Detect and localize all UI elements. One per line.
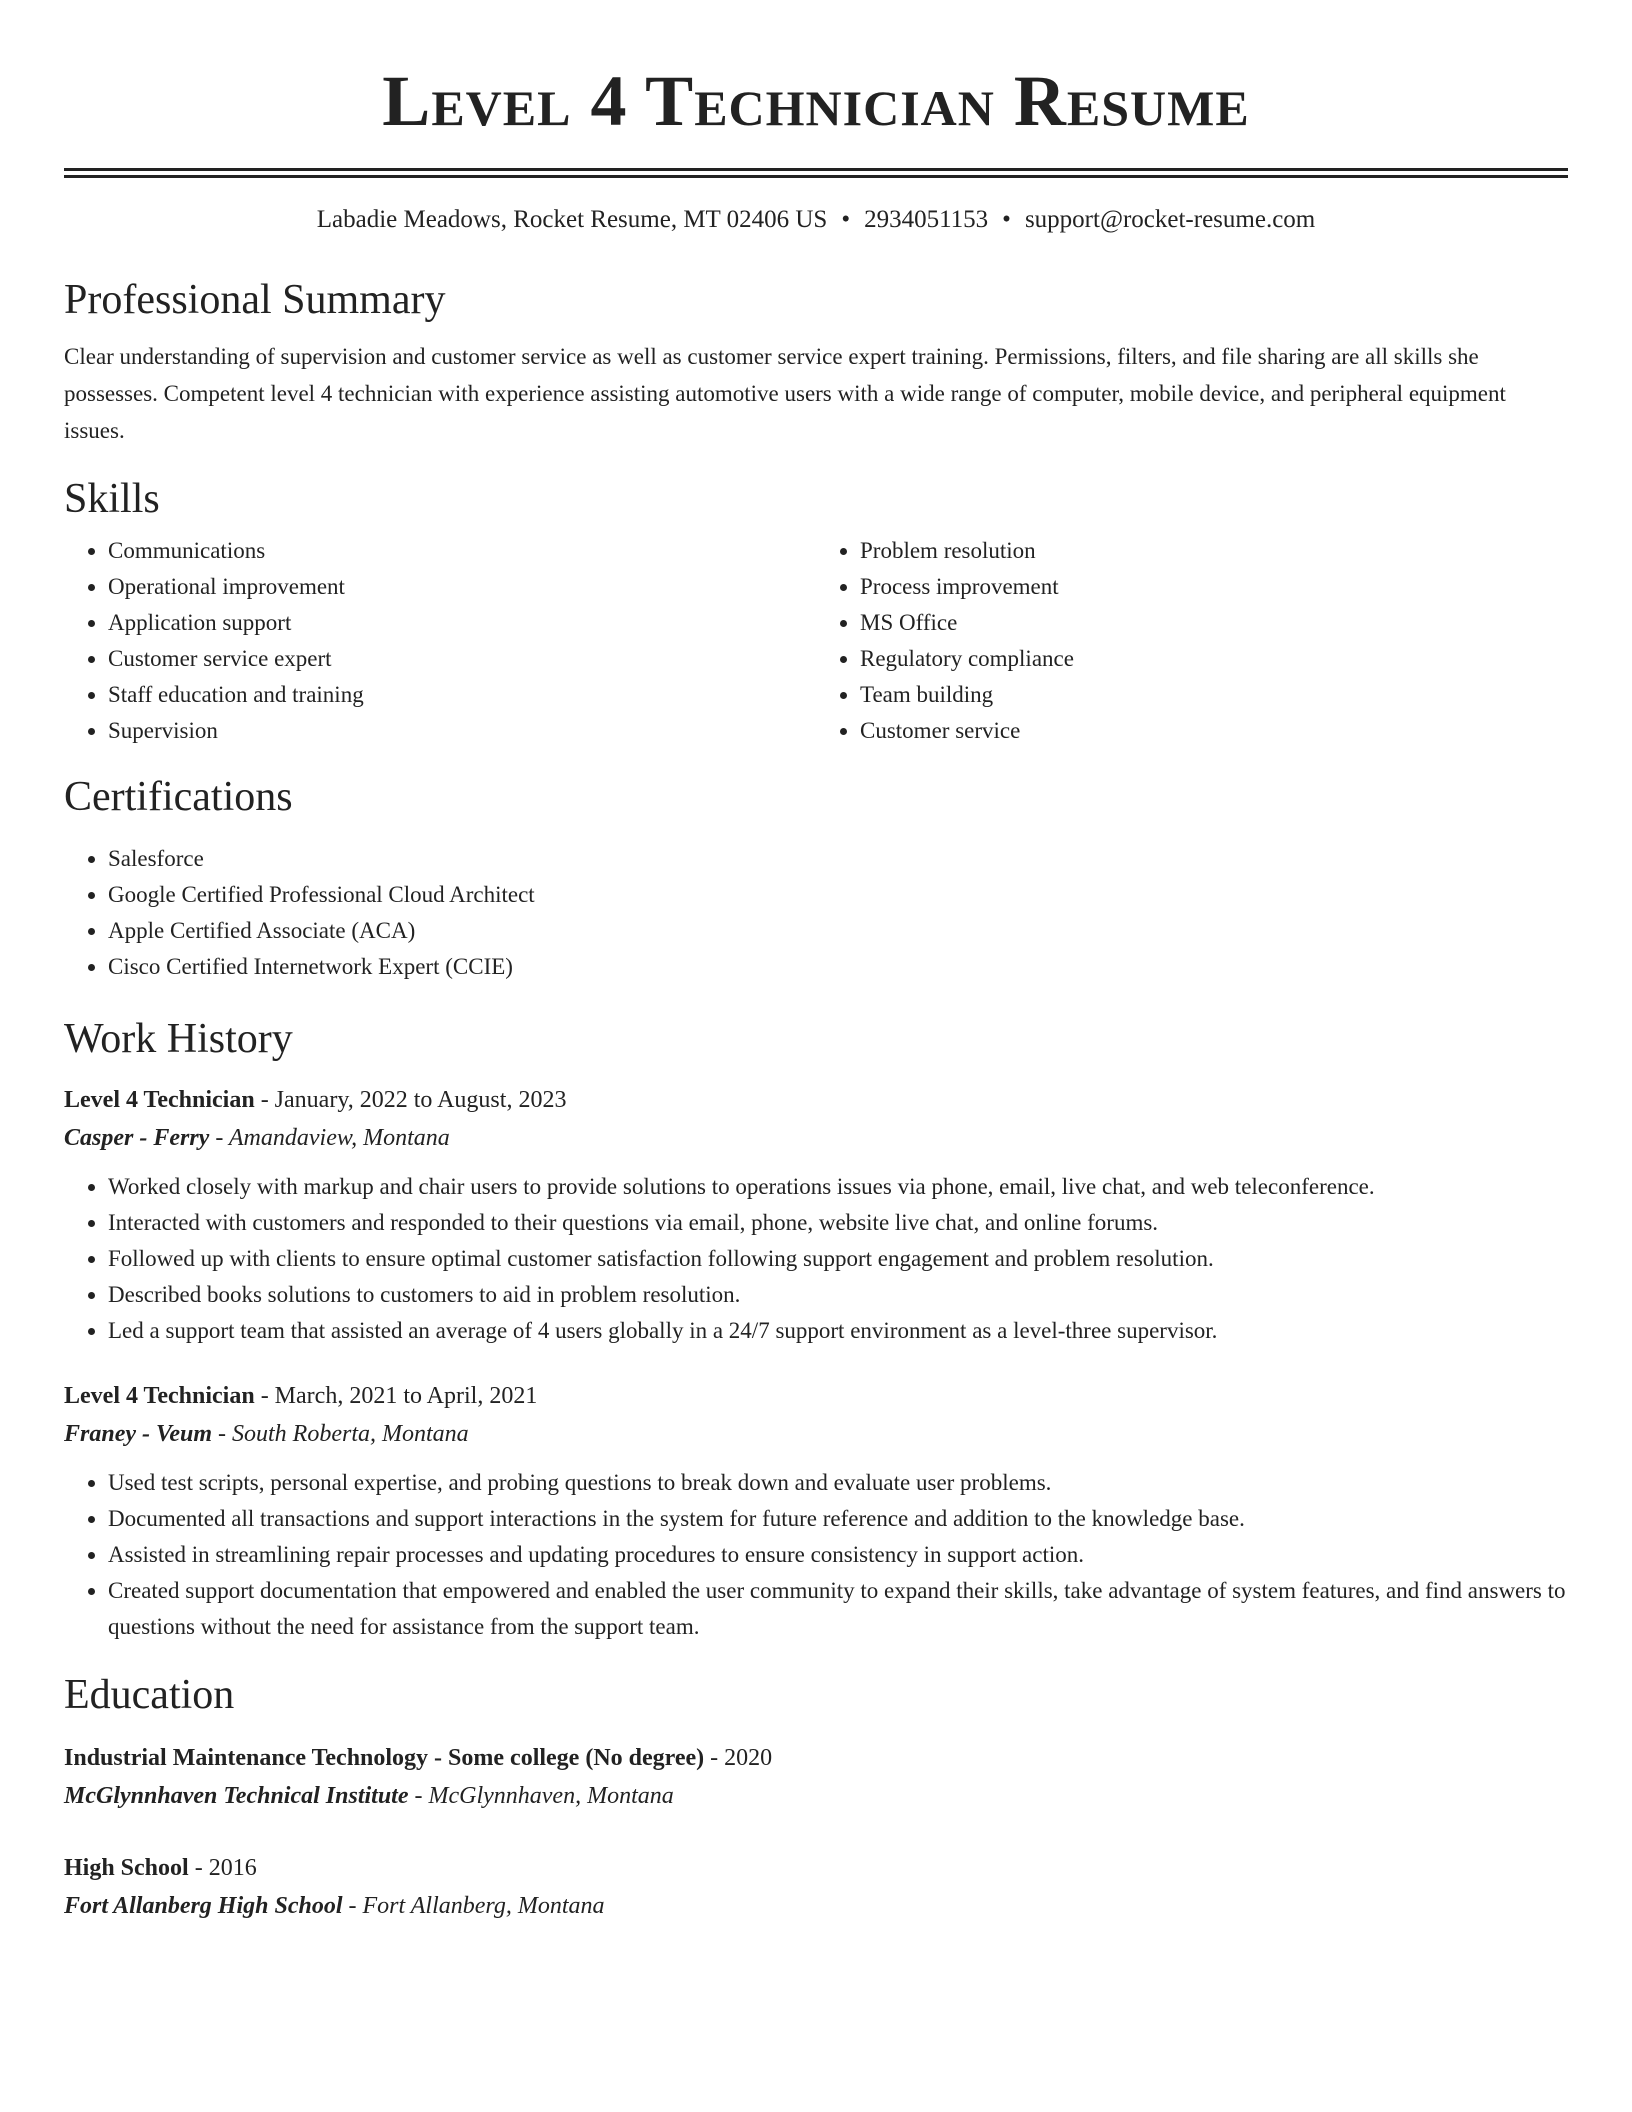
contact-email: support@rocket-resume.com xyxy=(1024,206,1316,233)
job-duty-item: • Worked closely with markup and chair users to provide solutions to operations issues via phone, email, live chat, and web teleconference. xyxy=(108,1169,1568,1205)
certification-item: • Cisco Certified Internetwork Expert (CCIE) xyxy=(108,949,1568,985)
skills-heading: Skills xyxy=(64,476,160,522)
job-duty-item: • Created support documentation that empowered and enabled the user community to expand their skills, take advantage of system features, and find answers to questions without the need for assistance from the support team. xyxy=(108,1573,1568,1645)
skill-item: • Communications xyxy=(108,533,816,569)
skill-item: • Regulatory compliance xyxy=(860,641,1568,677)
job-title: Level 4 Technician xyxy=(64,1383,255,1409)
certification-item: • Apple Certified Associate (ACA) xyxy=(108,913,1568,949)
skill-item: • Staff education and training xyxy=(108,677,816,713)
skills-list-left xyxy=(64,533,816,749)
job-entry xyxy=(64,1377,1568,1645)
skill-item: • Team building xyxy=(860,677,1568,713)
school-location: - McGlynnhaven, Montana xyxy=(408,1783,674,1809)
company-line xyxy=(64,1119,1568,1157)
company-line xyxy=(64,1415,1568,1453)
contact-separator: • xyxy=(841,206,851,233)
job-duty-item: • Described books solutions to customers to aid in problem resolution. xyxy=(108,1277,1568,1313)
school-line xyxy=(64,1887,1568,1925)
skill-item: • Operational improvement xyxy=(108,569,816,605)
job-entry xyxy=(64,1081,1568,1349)
job-duty-item: • Assisted in streamlining repair processes and updating procedures to ensure consistency in support action. xyxy=(108,1537,1568,1573)
education-heading: Education xyxy=(64,1672,235,1718)
skills-list-right xyxy=(816,533,1568,749)
job-duty-item: • Followed up with clients to ensure optimal customer satisfaction following support engagement and problem resolution. xyxy=(108,1241,1568,1277)
contact-phone: 2934051153 xyxy=(864,206,989,233)
summary-text: Clear understanding of supervision and customer service as well as customer service expert training. Permissions, filters, and file sharing are all skills she possesses. Competent level 4 technician with experience assisting automotive users with a wide range of computer, mobile device, and peripheral equipment issues. xyxy=(64,344,1506,443)
job-duty-item: • Documented all transactions and support interactions in the system for future reference and addition to the knowledge base. xyxy=(108,1501,1568,1537)
contact-address: Labadie Meadows, Rocket Resume, MT 02406 US xyxy=(316,206,828,233)
school-name: McGlynnhaven Technical Institute xyxy=(64,1783,409,1809)
contact-separator: • xyxy=(1002,206,1011,233)
work-history-heading: Work History xyxy=(64,1016,293,1062)
skills-column-right xyxy=(816,533,1568,749)
skill-item: • Problem resolution xyxy=(860,533,1568,569)
job-duty-item: • Interacted with customers and responded to their questions via email, phone, website live chat, and online forums. xyxy=(108,1205,1568,1241)
skills-grid xyxy=(64,533,1568,749)
education-entry xyxy=(64,1849,1568,1925)
certifications-list xyxy=(64,841,1568,985)
certifications-heading: Certifications xyxy=(64,774,293,820)
graduation-year: - 2016 xyxy=(188,1855,257,1881)
skills-column-left xyxy=(64,533,816,749)
job-dates: - January, 2022 to August, 2023 xyxy=(254,1087,567,1113)
resume-title: Level 4 Technician Resume xyxy=(382,61,1250,141)
skill-item: • Supervision xyxy=(108,713,816,749)
skill-item: • Customer service expert xyxy=(108,641,816,677)
job-duties-list xyxy=(64,1465,1568,1645)
certification-item: • Salesforce xyxy=(108,841,1568,877)
company-location: - Amandaview, Montana xyxy=(209,1125,450,1151)
contact-line xyxy=(64,204,1568,236)
company-name: Casper - Ferry xyxy=(64,1125,210,1151)
job-dates: - March, 2021 to April, 2021 xyxy=(254,1383,538,1409)
job-title-line xyxy=(64,1081,1568,1119)
title-divider xyxy=(64,168,1568,178)
job-duty-item: • Used test scripts, personal expertise, and probing questions to break down and evaluate user problems. xyxy=(108,1465,1568,1501)
degree-name: Industrial Maintenance Technology - Some college (No degree) xyxy=(64,1745,705,1771)
school-location: - Fort Allanberg, Montana xyxy=(342,1893,605,1919)
company-location: - South Roberta, Montana xyxy=(212,1421,469,1447)
job-duty-item: • Led a support team that assisted an average of 4 users globally in a 24/7 support environment as a level-three supervisor. xyxy=(108,1313,1568,1349)
job-title-line xyxy=(64,1377,1568,1415)
summary-heading: Professional Summary xyxy=(64,277,446,323)
degree-name: High School xyxy=(64,1855,189,1881)
skill-item: • MS Office xyxy=(860,605,1568,641)
skill-item: • Application support xyxy=(108,605,816,641)
certification-item: • Google Certified Professional Cloud Architect xyxy=(108,877,1568,913)
skill-item: • Customer service xyxy=(860,713,1568,749)
education-entry xyxy=(64,1739,1568,1815)
skill-item: • Process improvement xyxy=(860,569,1568,605)
company-name: Franey - Veum xyxy=(64,1421,213,1447)
school-line xyxy=(64,1777,1568,1815)
job-duties-list xyxy=(64,1169,1568,1349)
job-title: Level 4 Technician xyxy=(64,1087,255,1113)
degree-line xyxy=(64,1849,1568,1887)
school-name: Fort Allanberg High School xyxy=(64,1893,343,1919)
graduation-year: - 2020 xyxy=(704,1745,773,1771)
degree-line xyxy=(64,1739,1568,1777)
